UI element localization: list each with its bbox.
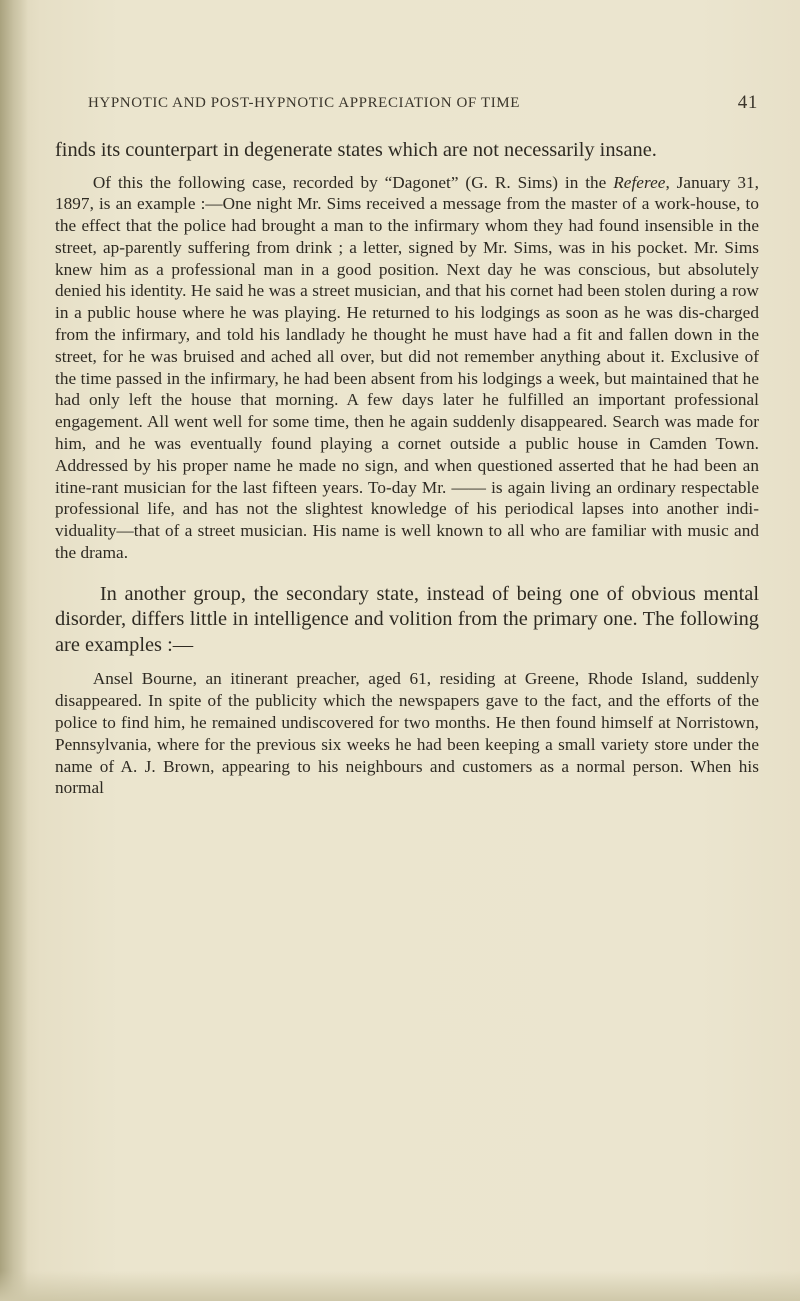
periodical-title: Referee — [613, 172, 666, 192]
paragraph-dagonet-case: Of this the following case, recorded by “Dagonet” (G. R. Sims) in the Referee, January 31, 1897, is an example :—One night Mr. Sims received a message from the master of a work-house, to the effect that the police had brought a man to the infirmary whom they had found insensible in the street, ap-parently suffering from drink ; a letter, signed by Mr. Sims, was in his pocket. Mr. Sims knew him as a professional man in a good position. Next day he was conscious, but absolutely denied his identity. He said he was a street musician, and that his cornet had been stolen during a row in a public house where he was playing. He returned to his lodgings as soon as he was dis-charged from the infirmary, and told his landlady he thought he must have had a fit and fallen down in the street, for he was bruised and ached all over, but did not remember anything about it. Exclusive of the time passed in the infirmary, he had been absent from his lodgings a week, but maintained that he had only left the house that morning. A few days later he fulfilled an important professional engagement. All went well for some time, then he again suddenly disappeared. Search was made for him, and he was eventually found playing a cornet outside a public house in Camden Town. Addressed by his proper name he made no sign, and when questioned asserted that he had been an itine-rant musician for the last fifteen years. To-day Mr. —— is again living an ordinary respectable professional life, and has not the slightest knowledge of his periodical lapses into another indi-viduality—that of a street musician. His name is well known to all who are familiar with music and the drama. — [55, 172, 759, 563]
page-bottom-edge — [0, 1271, 800, 1301]
running-head-title: HYPNOTIC AND POST-HYPNOTIC APPRECIATION OF TIME — [88, 95, 520, 111]
paragraph-ansel-bourne: Ansel Bourne, an itinerant preacher, aged 61, residing at Greene, Rhode Island, suddenly disappeared. In spite of the publicity which the newspapers gave to the fact, and the efforts of the police to find him, he remained undiscovered for two months. He then found himself at Norristown, Pennsylvania, where for the previous six weeks he had been keeping a small variety store under the name of A. J. Brown, appearing to his neighbours and customers as a normal person. When his normal — [55, 669, 759, 798]
page-number: 41 — [737, 92, 758, 113]
paragraph-continuation: finds its counterpart in degenerate states which are not necessarily insane. — [55, 139, 657, 161]
binding-shadow — [0, 0, 28, 1301]
body-text — [55, 138, 759, 799]
paragraph-secondary-state: In another group, the secondary state, instead of being one of obvious mental disorder, differs little in intelligence and volition from the primary one. The following are examples :— — [55, 582, 759, 656]
